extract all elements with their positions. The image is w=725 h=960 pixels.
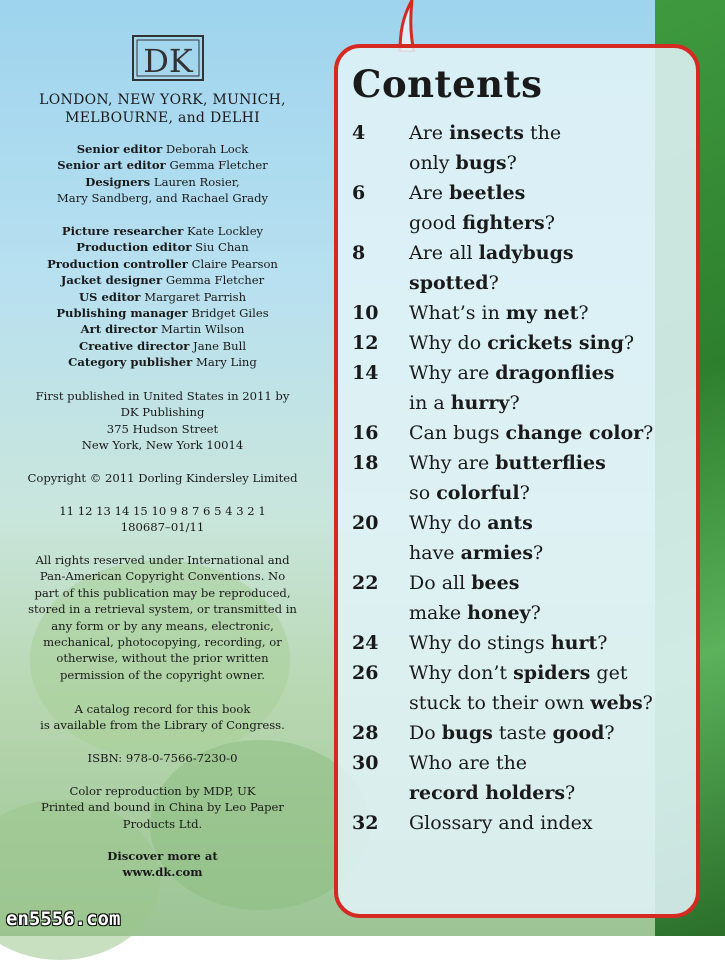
entry-text: ? (544, 212, 555, 234)
contents-entry[interactable] (352, 118, 692, 178)
contents-entry[interactable] (352, 718, 692, 748)
credit-name: Claire Pearson (191, 256, 278, 271)
rights-line: stored in a retrieval system, or transmitted in (28, 602, 297, 617)
entry-keyword: record holders (409, 782, 566, 804)
printing-line: Color reproduction by MDP, UK (69, 784, 256, 798)
rights-line: Pan-American Copyright Conventions. No (39, 569, 286, 584)
credit-name: Mary Ling (195, 355, 257, 370)
entry-keyword: bugs (441, 722, 493, 744)
page-number: 14 (352, 362, 379, 384)
credit-row (20, 321, 305, 337)
contents-entry[interactable] (352, 238, 692, 298)
entry-title-line (409, 688, 692, 718)
entry-title-line (409, 658, 692, 688)
entry-keyword: armies (460, 542, 534, 564)
isbn: ISBN: 978-0-7566-7230-0 (87, 751, 238, 765)
entry-title-line (409, 148, 692, 178)
entry-title-line (409, 178, 692, 208)
entry-text: so (409, 482, 437, 504)
rights-line: any form or by any means, electronic, (51, 618, 274, 633)
credit-name: Mary Sandberg, and Rachael Grady (56, 191, 269, 206)
entry-text: Do (409, 722, 442, 744)
contents-entry[interactable] (352, 628, 692, 658)
publisher-cities: LONDON, NEW YORK, MUNICH, MELBOURNE, and DELHI (39, 92, 286, 126)
dk-logo-icon (131, 34, 205, 82)
credit-role: Designers (85, 174, 151, 189)
credit-role: US editor (78, 289, 141, 304)
rights-line: otherwise, without the prior written (56, 651, 269, 666)
contents-entry[interactable] (352, 418, 692, 448)
credit-row (20, 190, 305, 206)
credit-role: Production editor (76, 240, 192, 255)
contents-entry[interactable] (352, 658, 692, 718)
entry-text: Why do (409, 512, 488, 534)
entry-keyword: crickets sing (487, 332, 624, 354)
entry-text: Are (409, 182, 450, 204)
entry-text: What’s in (409, 302, 506, 324)
entry-keyword: bees (471, 572, 520, 594)
entry-text: Do all (409, 572, 472, 594)
page-number: 22 (352, 572, 379, 594)
page-number: 12 (352, 332, 379, 354)
credit-name: Martin Wilson (161, 322, 245, 337)
entry-keyword: colorful (436, 482, 520, 504)
first-published-line: New York, New York 10014 (81, 438, 244, 453)
credit-name: Bridget Giles (191, 306, 269, 321)
watermark: en5556.com (6, 908, 121, 930)
page-number: 6 (352, 182, 366, 204)
entry-title-line (409, 628, 692, 658)
credit-name: Gemma Fletcher (169, 158, 268, 173)
credit-row (20, 289, 305, 305)
entry-title-line (409, 598, 692, 628)
entry-text: only (409, 152, 456, 174)
entry-text: have (409, 542, 461, 564)
entry-text: taste (492, 722, 553, 744)
entry-title-line (409, 298, 692, 328)
page-number: 20 (352, 512, 379, 534)
page-number: 28 (352, 722, 379, 744)
entry-keyword: spotted (409, 272, 489, 294)
credit-row (20, 141, 305, 157)
entry-text: good (409, 212, 463, 234)
entry-title-line (409, 538, 692, 568)
credit-name: Jane Bull (193, 338, 247, 353)
entry-keyword: webs (590, 692, 643, 714)
credit-row (20, 305, 305, 321)
entry-text: the (523, 122, 562, 144)
entry-title-line (409, 238, 692, 268)
rights-line: All rights reserved under International and (35, 553, 290, 567)
entry-text: ? (565, 782, 576, 804)
entry-title-line (409, 418, 692, 448)
staff-credits-2 (20, 223, 305, 371)
entry-text: ? (533, 542, 544, 564)
entry-keyword: good (552, 722, 605, 744)
page-number: 4 (352, 122, 366, 144)
entry-text: ? (488, 272, 499, 294)
credit-role: Senior art editor (57, 158, 166, 173)
first-published-block (20, 388, 305, 454)
first-published-line: 375 Hudson Street (106, 421, 219, 436)
rights-line: permission of the copyright owner. (59, 667, 265, 682)
entry-title-line (409, 478, 692, 508)
entry-text: ? (642, 692, 653, 714)
staff-credits (20, 141, 305, 207)
entry-title-line (409, 808, 692, 838)
entry-text: stuck to their own (409, 692, 591, 714)
contents-entry[interactable] (352, 448, 692, 508)
credit-name: Lauren Rosier, (153, 174, 240, 189)
entry-keyword: my net (505, 302, 579, 324)
contents-entry[interactable] (352, 748, 692, 808)
credit-role: Picture researcher (61, 224, 184, 238)
entry-keyword: hurt (550, 632, 598, 654)
entry-text: ? (597, 632, 608, 654)
first-published-line: First published in United States in 2011 by (35, 389, 290, 403)
entry-title-line (409, 778, 692, 808)
entry-keyword: change color (505, 422, 644, 444)
page-number: 24 (352, 632, 379, 654)
entry-text: get (590, 662, 628, 684)
discover-line: Discover more at (107, 849, 218, 863)
copyright-line: Copyright © 2011 Dorling Kindersley Limited (27, 471, 298, 485)
entry-title-line (409, 748, 692, 778)
copyright-page (0, 0, 325, 936)
contents-title: Contents (352, 62, 543, 106)
entry-text: Who are the (409, 752, 528, 774)
entry-title-line (409, 508, 692, 538)
entry-keyword: spiders (513, 662, 591, 684)
entry-title-line (409, 328, 692, 358)
contents-entry[interactable] (352, 508, 692, 568)
entry-text: ? (519, 482, 530, 504)
credit-row (20, 338, 305, 354)
entry-keyword: butterflies (495, 452, 606, 474)
entry-text: in a (409, 392, 451, 414)
entry-keyword: ants (487, 512, 533, 534)
catalog-record (20, 701, 305, 734)
credit-name: Gemma Fletcher (165, 273, 265, 288)
rights-line: mechanical, photocopying, recording, or (43, 635, 282, 650)
credit-row (20, 223, 305, 239)
entry-title-line (409, 448, 692, 478)
entry-text: Why do stings (409, 632, 551, 654)
entry-keyword: hurry (450, 392, 510, 414)
printing-info (20, 783, 305, 832)
credit-role: Art director (80, 322, 158, 337)
entry-text: ? (604, 722, 615, 744)
entry-text: Are (409, 122, 450, 144)
entry-text: Why are (409, 362, 496, 384)
entry-title-line (409, 268, 692, 298)
catalog-line: is available from the Library of Congress. (40, 718, 285, 733)
discover-more (20, 848, 305, 881)
contents-entry[interactable] (352, 328, 692, 358)
entry-text: ? (509, 392, 520, 414)
entry-text: Are all (409, 242, 479, 264)
printing-line: Products Ltd. (122, 816, 203, 831)
catalog-line: A catalog record for this book (74, 702, 251, 716)
page-number: 8 (352, 242, 366, 264)
credit-role: Publishing manager (56, 306, 188, 321)
entry-text: ? (623, 332, 635, 354)
entry-text: make (409, 602, 468, 624)
page-number: 10 (352, 302, 379, 324)
dk-logo-text: DK (143, 42, 193, 80)
page-number: 26 (352, 662, 379, 684)
entry-keyword: insects (449, 122, 524, 144)
entry-keyword: fighters (462, 212, 545, 234)
contents-list (352, 118, 692, 838)
contents-entry[interactable] (352, 178, 692, 238)
entry-text: Why do (409, 332, 488, 354)
entry-title-line (409, 718, 692, 748)
entry-text: Can bugs (409, 422, 506, 444)
rights-line: part of this publication may be reproduced, (34, 585, 291, 600)
credit-name: Margaret Parrish (144, 289, 247, 304)
credit-row (20, 272, 305, 288)
contents-entry[interactable] (352, 298, 692, 328)
entry-keyword: beetles (449, 182, 526, 204)
entry-title-line (409, 118, 692, 148)
entry-text: Glossary and index (409, 812, 593, 834)
credit-row (20, 256, 305, 272)
entry-keyword: honey (467, 602, 531, 624)
discover-line: www.dk.com (122, 865, 203, 880)
credit-role: Production controller (47, 256, 188, 271)
rights-notice (20, 552, 305, 683)
entry-text: ? (578, 302, 589, 324)
credit-row (20, 354, 305, 370)
entry-text: Why are (409, 452, 496, 474)
entry-title-line (409, 388, 692, 418)
entry-text: ? (506, 152, 517, 174)
entry-keyword: ladybugs (478, 242, 574, 264)
page-number: 16 (352, 422, 379, 444)
entry-title-line (409, 358, 692, 388)
entry-keyword: bugs (455, 152, 507, 174)
contents-entry[interactable] (352, 808, 692, 838)
entry-title-line (409, 208, 692, 238)
page-number: 18 (352, 452, 379, 474)
entry-title-line (409, 568, 692, 598)
credit-row (20, 239, 305, 255)
credit-role: Jacket designer (60, 273, 163, 288)
page-number: 30 (352, 752, 379, 774)
print-codes-line: 180687–01/11 (120, 520, 205, 535)
page-number: 32 (352, 812, 379, 834)
entry-text: ? (530, 602, 541, 624)
contents-entry[interactable] (352, 568, 692, 628)
printing-line: Printed and bound in China by Leo Paper (41, 800, 284, 815)
entry-keyword: dragonflies (495, 362, 615, 384)
entry-text: Why don’t (409, 662, 514, 684)
credit-role: Category publisher (68, 355, 193, 370)
print-codes-line: 11 12 13 14 15 10 9 8 7 6 5 4 3 2 1 (59, 504, 266, 518)
entry-text: ? (643, 422, 654, 444)
print-codes (20, 503, 305, 536)
contents-entry[interactable] (352, 358, 692, 418)
first-published-line: DK Publishing (120, 405, 205, 420)
credit-role: Creative director (78, 338, 190, 353)
credit-name: Kate Lockley (187, 224, 264, 238)
credit-name: Deborah Lock (165, 142, 249, 156)
credit-row (20, 174, 305, 190)
credit-row (20, 157, 305, 173)
credit-role: Senior editor (76, 142, 163, 156)
credit-name: Siu Chan (195, 240, 249, 255)
